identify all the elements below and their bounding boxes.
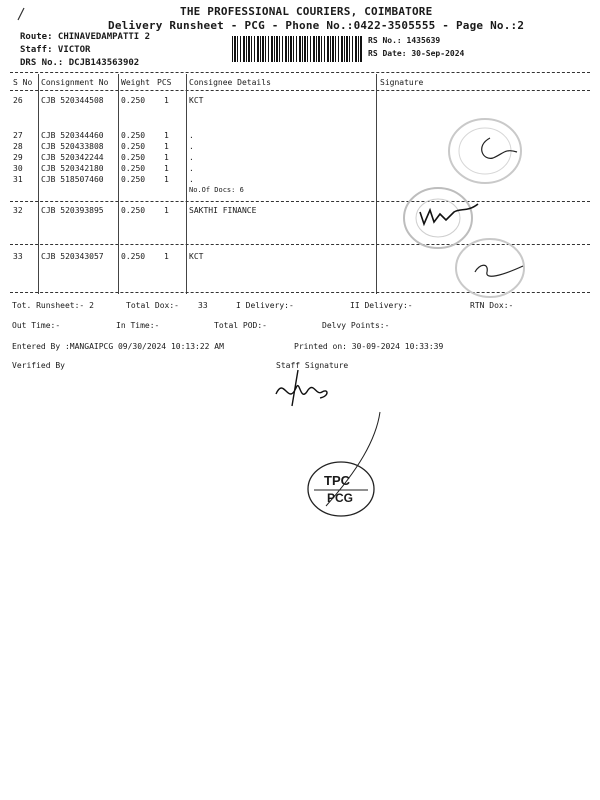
total-pod: Total POD:- — [214, 321, 267, 330]
row-weight: 0.250 — [121, 252, 146, 261]
row-sno: 27 — [13, 131, 23, 140]
row-sno: 26 — [13, 96, 23, 105]
row-consignee: . — [189, 153, 194, 162]
row-pcs: 1 — [164, 131, 169, 140]
row-consignment: CJB 518507460 — [41, 175, 104, 184]
row-pcs: 1 — [164, 142, 169, 151]
row-pcs: 1 — [164, 153, 169, 162]
header-rule — [10, 90, 590, 91]
row-consignee: . — [189, 164, 194, 173]
tpc-stamp — [306, 460, 376, 518]
staff-signature-label: Staff Signature — [276, 361, 349, 370]
stamp-text-top: TPC — [324, 473, 350, 488]
ii-delivery: II Delivery:- — [350, 301, 413, 310]
in-time: In Time:- — [116, 321, 160, 330]
rtn-dox: RTN Dox:- — [470, 301, 514, 310]
row-rule — [10, 201, 590, 202]
staff-signature — [270, 366, 350, 416]
row-weight: 0.250 — [121, 164, 146, 173]
barcode — [232, 36, 362, 62]
row-weight: 0.250 — [121, 153, 146, 162]
row-weight: 0.250 — [121, 206, 146, 215]
col-header-consignee: Consignee Details — [189, 78, 271, 87]
row-consignment: CJB 520342244 — [41, 153, 104, 162]
runsheet-subtitle: Delivery Runsheet - PCG - Phone No.:0422-3505555 - Page No.:2 — [108, 19, 525, 32]
total-dox-label: Total Dox:- — [126, 301, 179, 310]
row-pcs: 1 — [164, 164, 169, 173]
row-sno: 32 — [13, 206, 23, 215]
col-header-consignment: Consignment No — [41, 78, 109, 87]
i-delivery: I Delivery:- — [236, 301, 294, 310]
table-top-rule — [10, 72, 590, 73]
verified-by: Verified By — [12, 361, 65, 370]
row-consignee: . — [189, 175, 194, 184]
rs-date: RS Date: 30-Sep-2024 — [368, 49, 465, 58]
col-sep — [118, 74, 119, 294]
row-pcs: 1 — [164, 96, 169, 105]
row-consignee: KCT — [189, 252, 204, 261]
corner-mark — [16, 6, 36, 26]
company-title: THE PROFESSIONAL COURIERS, COIMBATORE — [180, 5, 433, 18]
entered-by: Entered By :MANGAIPCG 09/30/2024 10:13:22 AM — [12, 342, 224, 351]
row-consignment: CJB 520393895 — [41, 206, 104, 215]
row-consignment: CJB 520433808 — [41, 142, 104, 151]
row-pcs: 1 — [164, 252, 169, 261]
row-weight: 0.250 — [121, 96, 146, 105]
staff-label: Staff: VICTOR — [20, 45, 91, 55]
docs-count-note: No.Of Docs: 6 — [189, 186, 244, 194]
row-consignment: CJB 520344460 — [41, 131, 104, 140]
row-consignee: . — [189, 142, 194, 151]
printed-on: Printed on: 30-09-2024 10:33:39 — [294, 342, 444, 351]
tot-runsheet: Tot. Runsheet:- 2 — [12, 301, 94, 310]
drs-label: DRS No.: DCJB143563902 — [20, 58, 140, 68]
row-consignment: CJB 520342180 — [41, 164, 104, 173]
col-sep — [38, 74, 39, 294]
stamp-text-bottom: PCG — [327, 491, 354, 505]
col-header-weight: Weight — [121, 78, 150, 87]
row-pcs: 1 — [164, 175, 169, 184]
row-sno: 29 — [13, 153, 23, 162]
col-header-signature: Signature — [380, 78, 424, 87]
row-weight: 0.250 — [121, 142, 146, 151]
row-sno: 28 — [13, 142, 23, 151]
row-weight: 0.250 — [121, 131, 146, 140]
delivery-stamp-1 — [445, 116, 525, 186]
col-header-pcs: PCS — [157, 78, 172, 87]
row-sno: 31 — [13, 175, 23, 184]
out-time: Out Time:- — [12, 321, 61, 330]
row-consignment: CJB 520344508 — [41, 96, 104, 105]
row-sno: 30 — [13, 164, 23, 173]
col-sep — [376, 74, 377, 294]
col-header-sno: S No — [13, 78, 33, 87]
row-consignee: . — [189, 131, 194, 140]
row-consignee: SAKTHI FINANCE — [189, 206, 257, 215]
delivery-stamp-3 — [445, 236, 535, 306]
rs-no: RS No.: 1435639 — [368, 36, 441, 45]
col-sep — [186, 74, 187, 294]
row-consignment: CJB 520343057 — [41, 252, 104, 261]
row-weight: 0.250 — [121, 175, 146, 184]
stamp-ring — [306, 460, 376, 518]
row-pcs: 1 — [164, 206, 169, 215]
row-sno: 33 — [13, 252, 23, 261]
total-dox-value: 33 — [198, 301, 208, 310]
delvy-points: Delvy Points:- — [322, 321, 390, 330]
row-consignee: KCT — [189, 96, 204, 105]
route-label: Route: CHINAVEDAMPATTI 2 — [20, 32, 151, 42]
